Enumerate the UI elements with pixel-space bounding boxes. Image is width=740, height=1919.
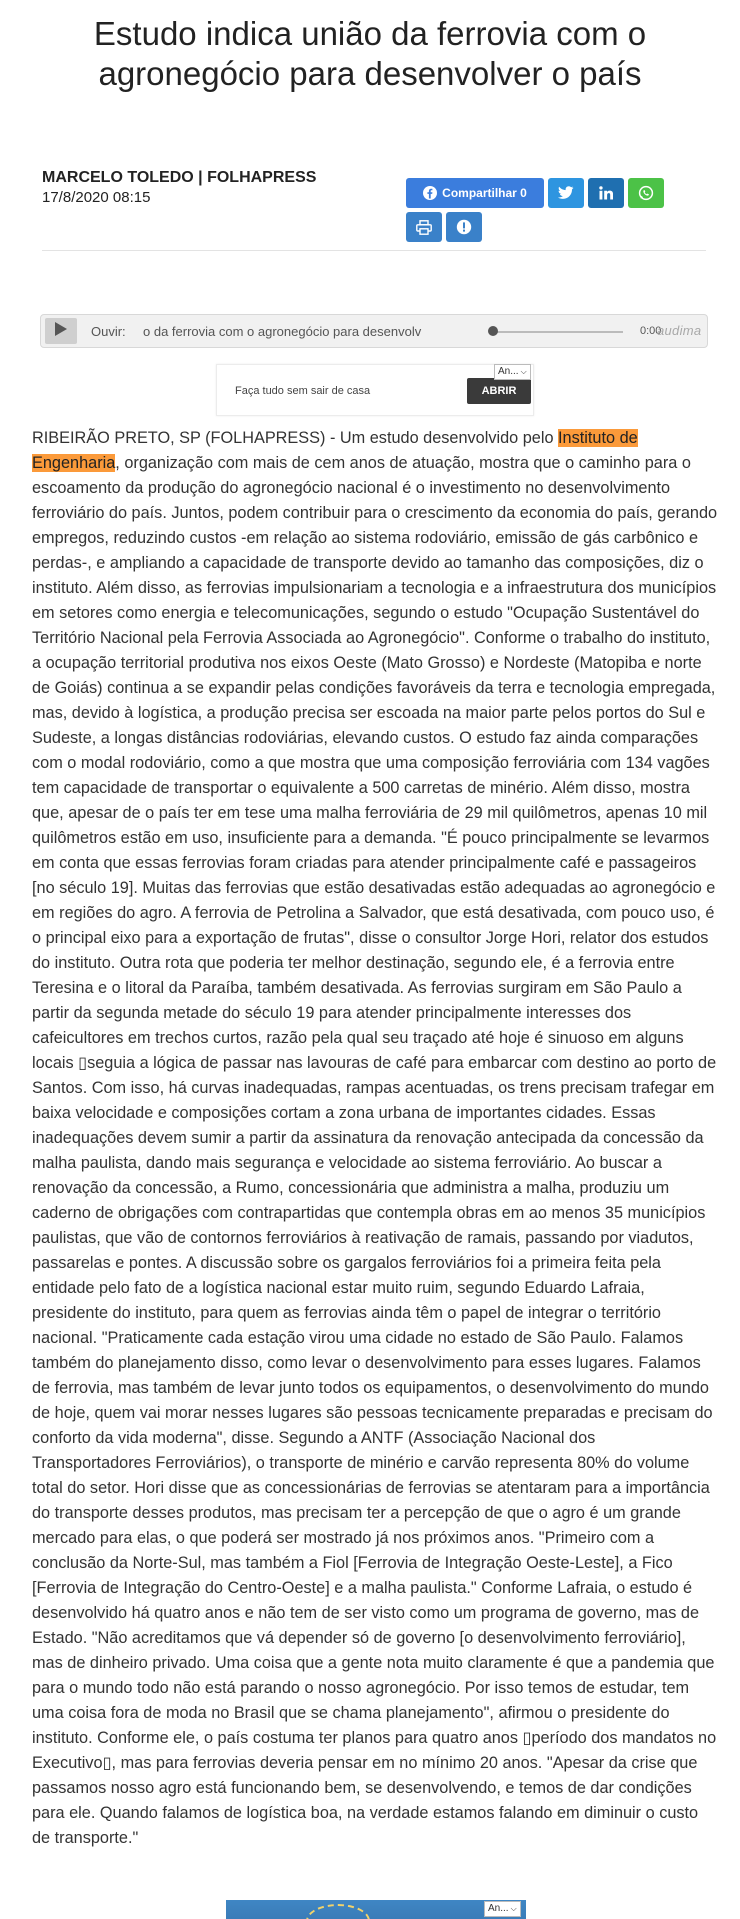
facebook-icon [423, 186, 437, 200]
ad-choices-toggle-bottom[interactable] [484, 1901, 521, 1917]
whatsapp-icon [638, 185, 654, 201]
article-text: , organização com mais de cem anos de atuação, mostra que o caminho para o escoamento da produção do agronegócio nacional é o investimento no desenvolvimento ferroviário do país. Juntos, podem contribuir para o crescimento da economia do país, gerando empregos, reduzindo custos -em relação ao sistema rodoviário, emissão de gás carbônico e perdas-, e ampliando a capacidade de transporte devido ao tamanho das composições, diz o instituto. Além disso, as ferrovias impulsionariam a tecnologia e a infraestrutura dos municípios em setores como energia e telecomunicações, segundo o estudo "Ocupação Sustentável do Território Nacional pela Ferrovia Associada ao Agronegócio". Conforme o trabalho do instituto, a ocupação territorial produtiva nos eixos Oeste (Mato Grosso) e Nordeste (Matopiba e norte de Goiás) continua a se expandir pelas condições favoráveis da terra e tecnologia empregada, mas, devido à logística, a produção precisa ser escoada na maior parte pelos portos do Sul e Sudeste, a longas distâncias rodoviárias, elevando custos. O estudo faz ainda comparações com o modal rodoviário, como a que mostra que uma composição ferroviária com 134 vagões tem capacidade de transportar o equivalente a 500 carretas de minério. Além disso, mostra que, apesar de o país ter em tese uma malha ferroviária de 29 mil quilômetros, apenas 10 mil quilômetros estão em uso, insuficiente para a demanda. "É pouco principalmente se levarmos em conta que essas ferrovias foram criadas para atender principalmente café e passageiros [no século 19]. Muitas das ferrovias que estão desativadas estão adequadas ao agronegócio e em regiões do agro. A ferrovia de Petrolina a Salvador, que está desativada, com pouco uso, é o principal eixo para a exportação de frutas", disse o consultor Jorge Hori, relator dos estudos do instituto. Outra rota que poderia ter melhor destinação, segundo ele, é a ferrovia entre Teresina e o litoral da Paraíba, também desativada. As ferrovias surgiram em São Paulo a partir da segunda metade do século 19 para atender principalmente interesses dos cafeicultores em trechos curtos, razão pela qual seu traçado até hoje é sinuoso em alguns locais ▯seguia a lógica de passar nas lavouras de café para embarcar com destino ao porto de Santos. Com isso, há curvas inadequadas, rampas acentuadas, os trens precisam trafegar em baixa velocidade e composições cortam a zona urbana de importantes cidades. Essas inadequações devem sumir a partir da assinatura da renovação antecipada da concessão da malha paulista, dando mais segurança e velocidade ao sistema ferroviário. Ao buscar a renovação da concessão, a Rumo, concessionária que administra a malha, produziu um caderno de obrigações com contrapartidas que contempla obras em ao menos 35 municípios paulistas, que vão de contornos ferroviários à reativação de ramais, passando por viadutos, passarelas e pontes. A discussão sobre os gargalos ferroviários foi a primeira feita pela entidade pelo fato de a logística nacional estar muito ruim, segundo Eduardo Lafraia, presidente do instituto, para quem as ferrovias ainda têm o papel de integrar o território nacional. "Praticamente cada estação virou uma cidade no estado de São Paulo. Falamos também do planejamento disso, como levar o desenvolvimento para esses lugares. Falamos de ferrovia, mas também de levar junto todos os equipamentos, o desenvolvimento do mundo de hoje, quem vai morar nesses lugares são pessoas tecnicamente preparadas e precisam do conforto da vida moderna", disse. Segundo a ANTF (Associação Nacional dos Transportadores Ferroviários), o transporte de minério e carvão representa 80% do volume total do setor. Hori disse que as concessionárias de ferrovias se atentaram para a importância do transporte desses produtos, mas precisam ter a percepção de que o agro é um grande mercado para elas, o que poderá ser mostrado já nos próximos anos. "Primeiro com a conclusão da Norte-Sul, mas também a Fiol [Ferrovia de Integração Oeste-Leste], a Fico [Ferrovia de Integração do Centro-Oeste] e a malha paulista." Conforme Lafraia, o estudo é desenvolvido há quatro anos e não tem de ser visto como um programa de governo, mas de Estado. "Não acreditamos que vá depender só de governo [o desenvolvimento ferroviário], mas de dinheiro privado. Uma coisa que a gente nota muito claramente é que a pandemia que para o mundo todo não está parando o nosso agronegócio. Por isso temos de estudar, tem uma coisa fora de moda no Brasil que se chama planejamento", afirmou o presidente do instituto. Conforme ele, o país costuma ter planos para quatro anos ▯período dos mandatos no Executivo▯, mas para ferrovias deveria pensar em no mínimo 20 anos. "Apesar da crise que passamos nosso agro está funcionando bem, se desenvolvendo, e temos de dar condições para ele. Quando falamos de logística boa, na verdade estamos falando em diminuir o custo de transporte." [32, 454, 718, 1847]
title-line-2: agronegócio para desenvolver o país [98, 55, 642, 92]
linkedin-icon [599, 186, 613, 200]
audio-player [40, 314, 708, 348]
report-error-button[interactable] [446, 212, 482, 242]
highlighted-term[interactable]: Instituto de Engenharia [32, 429, 638, 472]
ad-choices-label: An... [498, 366, 519, 377]
ad-sun-graphic [306, 1904, 370, 1919]
ad-choices-toggle[interactable] [494, 364, 531, 380]
chevron-down-icon: ⌵ [510, 1904, 517, 1913]
play-icon [54, 321, 68, 342]
author-name: MARCELO TOLEDO | FOLHAPRESS [42, 169, 317, 186]
publish-date: 17/8/2020 08:15 [42, 189, 151, 206]
print-button[interactable] [406, 212, 442, 242]
ad-text: Faça tudo sem sair de casa [235, 385, 371, 397]
title-line-1: Estudo indica união da ferrovia com o [93, 15, 647, 52]
header-divider [42, 250, 706, 251]
advertisement-banner[interactable] [216, 364, 534, 416]
facebook-share-button[interactable] [406, 178, 544, 208]
article-title [40, 14, 700, 94]
article-intro: RIBEIRÃO PRETO, SP (FOLHAPRESS) - Um estudo desenvolvido pelo [32, 429, 559, 447]
bottom-advertisement[interactable] [226, 1900, 526, 1919]
twitter-icon [558, 186, 574, 200]
print-icon [416, 220, 432, 235]
ad-open-button[interactable]: ABRIR [467, 378, 531, 404]
ad-choices-label-bottom: An... [488, 1903, 509, 1914]
twitter-share-button[interactable] [548, 178, 584, 208]
chevron-down-icon: ⌵ [520, 367, 527, 376]
play-button[interactable] [45, 318, 77, 344]
byline [42, 168, 316, 207]
audima-logo: audima [657, 323, 702, 338]
facebook-share-label: Compartilhar 0 [442, 186, 527, 200]
audio-progress-bar[interactable] [493, 331, 623, 333]
article-body [32, 426, 718, 1851]
alert-icon [456, 219, 472, 235]
linkedin-share-button[interactable] [588, 178, 624, 208]
audio-track-title: o da ferrovia com o agronegócio para desenvolv [143, 324, 422, 339]
whatsapp-share-button[interactable] [628, 178, 664, 208]
listen-label: Ouvir: [91, 324, 126, 339]
audio-time: 0:00 [640, 325, 662, 337]
audio-progress-handle[interactable] [488, 326, 498, 336]
